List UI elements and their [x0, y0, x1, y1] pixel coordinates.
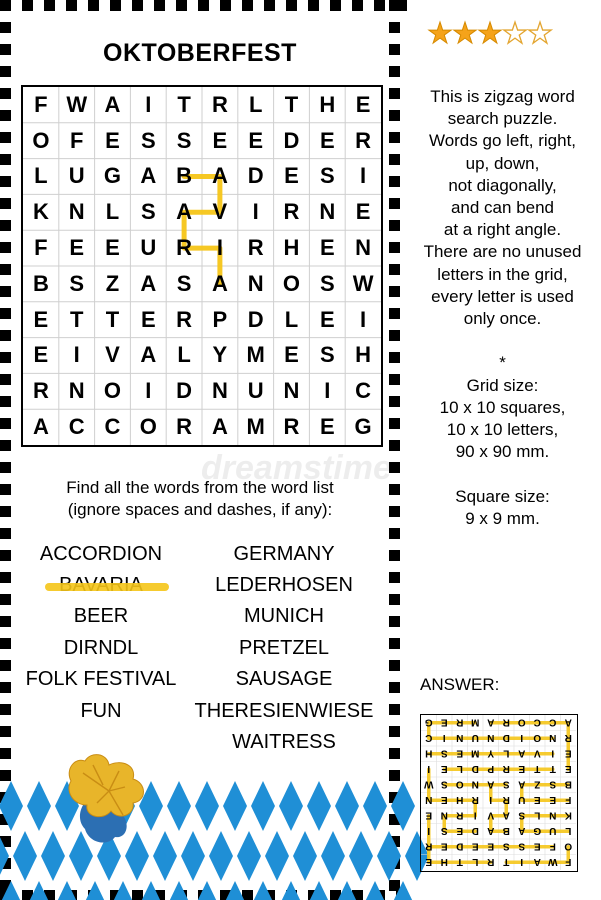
answer-letter: A	[533, 855, 541, 867]
grid-cell: E	[105, 235, 120, 261]
rules-line: and can bend	[450, 198, 555, 218]
answer-letter: R	[564, 731, 572, 743]
answer-letter: R	[502, 793, 510, 805]
word-sausage: SAUSAGE	[235, 668, 333, 690]
grid-cell: I	[73, 342, 80, 368]
answer-letter: E	[533, 840, 541, 852]
grid-cell: G	[103, 163, 122, 189]
word-beer: BEER	[73, 605, 129, 627]
answer-letter: O	[564, 840, 573, 852]
word-germany: GERMANY	[233, 543, 335, 565]
rules-line: only once.	[463, 309, 542, 329]
rules-line: search puzzle.	[447, 109, 558, 129]
grid-cell: R	[283, 414, 300, 440]
answer-letter: I	[427, 824, 431, 836]
answer-letter: O	[533, 731, 542, 743]
answer-letter: L	[472, 855, 479, 867]
rules-line: 90 x 90 mm.	[455, 442, 550, 462]
answer-letter: S	[440, 824, 448, 836]
answer-letter: W	[548, 855, 558, 867]
rules-line: Words go left, right,	[428, 131, 577, 151]
rules-line: up, down,	[465, 153, 540, 173]
answer-letter: G	[424, 716, 433, 728]
answer-letter: A	[518, 824, 526, 836]
answer-letter: T	[503, 855, 510, 867]
answer-label: ANSWER:	[420, 675, 500, 694]
answer-letter: R	[502, 762, 510, 774]
grid-cell: D	[176, 378, 193, 404]
answer-letter: E	[440, 840, 448, 852]
difficulty-rating	[427, 16, 552, 51]
answer-letter: A	[518, 747, 526, 759]
grid-cell: R	[176, 306, 193, 332]
grid-cell: N	[68, 378, 85, 404]
answer-letter: N	[487, 731, 495, 743]
autumn-leaf-icon	[63, 751, 153, 851]
grid-cell: N	[247, 270, 264, 296]
star-filled-icon: ★	[477, 18, 502, 50]
rules-spacer	[405, 330, 600, 352]
grid-cell: N	[211, 378, 228, 404]
grid-cell: F	[34, 91, 48, 117]
grid-cell: S	[176, 127, 192, 153]
answer-letter: R	[502, 716, 510, 728]
answer-letter: A	[487, 716, 495, 728]
answer-letter: U	[518, 793, 526, 805]
grid-cell: U	[140, 235, 157, 261]
grid-cell: A	[140, 270, 157, 296]
rules-line: 9 x 9 mm.	[465, 508, 540, 528]
answer-letter: H	[440, 855, 448, 867]
word-theresienwiese: THERESIENWIESE	[194, 700, 374, 722]
answer-letter: L	[503, 747, 510, 759]
grid-cell: O	[32, 127, 50, 153]
word-fun: FUN	[80, 700, 122, 722]
grid-cell: N	[319, 199, 336, 225]
answer-letter: D	[471, 824, 479, 836]
grid-cell: S	[319, 342, 335, 368]
grid-cell: E	[105, 127, 120, 153]
word-folk-festival: FOLK FESTIVAL	[25, 668, 177, 690]
rules-line: This is zigzag word	[430, 87, 575, 106]
answer-letter: A	[502, 809, 510, 821]
answer-letter: I	[520, 855, 524, 867]
grid-cell: D	[247, 306, 264, 332]
grid-cell: A	[211, 270, 228, 296]
answer-letter: E	[456, 824, 464, 836]
answer-letter: E	[533, 793, 541, 805]
grid-cell: G	[354, 414, 372, 440]
grid-cell: E	[33, 306, 49, 332]
grid-cell: T	[69, 306, 84, 332]
answer-letter: A	[564, 716, 572, 728]
answer-letter: E	[456, 747, 464, 759]
answer-letter: O	[455, 778, 464, 790]
rules-text	[405, 86, 600, 530]
grid-cell: L	[105, 199, 120, 225]
answer-letter: I	[427, 762, 431, 774]
grid-cell: D	[283, 127, 300, 153]
answer-letter: E	[471, 840, 479, 852]
answer-letter: V	[533, 747, 541, 759]
grid-cell: N	[68, 199, 85, 225]
answer-letter: L	[534, 809, 541, 821]
answer-letter: W	[424, 778, 434, 790]
grid-cell: A	[176, 199, 193, 225]
grid-cell: H	[355, 342, 372, 368]
puzzle-panel	[11, 11, 392, 890]
grid-cell: S	[319, 163, 335, 189]
grid-cell: E	[319, 127, 335, 153]
grid-cell: S	[140, 199, 156, 225]
answer-letter: S	[518, 809, 526, 821]
rules-line: at a right angle.	[443, 220, 562, 240]
grid-cell: U	[247, 378, 264, 404]
answer-letter: E	[440, 793, 448, 805]
answer-letter: A	[518, 778, 526, 790]
grid-cell: R	[355, 127, 372, 153]
grid-cell: I	[360, 163, 367, 189]
grid-cell: A	[32, 414, 49, 440]
instructions-line-1: Find all the words from the word list	[66, 478, 334, 497]
answer-letter: Z	[534, 778, 541, 790]
answer-letter: F	[549, 840, 556, 852]
answer-letter: B	[502, 824, 510, 836]
answer-letter: P	[487, 762, 495, 774]
answer-letter: S	[549, 778, 557, 790]
answer-letter: E	[518, 762, 526, 774]
grid-cell: I	[324, 378, 331, 404]
grid-cell: H	[319, 91, 336, 117]
grid-cell: C	[68, 414, 85, 440]
answer-grid	[421, 715, 576, 870]
grid-cell: L	[177, 342, 191, 368]
grid-cell: E	[212, 127, 228, 153]
found-word-strikethrough	[45, 583, 169, 591]
star-filled-icon: ★	[427, 18, 452, 50]
grid-cell: A	[140, 342, 157, 368]
word-accordion: ACCORDION	[39, 543, 163, 565]
answer-letter: C	[549, 716, 557, 728]
answer-letter: E	[440, 716, 448, 728]
grid-cell: E	[319, 414, 335, 440]
grid-cell: I	[252, 199, 259, 225]
answer-letter: F	[565, 793, 572, 805]
answer-letter: B	[564, 778, 572, 790]
grid-cell: L	[284, 306, 299, 332]
answer-letter: S	[440, 778, 448, 790]
answer-letter: T	[456, 855, 463, 867]
grid-cell: R	[176, 235, 193, 261]
grid-cell: C	[355, 378, 372, 404]
answer-letter: N	[440, 809, 448, 821]
answer-letter: K	[564, 809, 572, 821]
answer-letter: E	[425, 809, 433, 821]
answer-letter: R	[456, 716, 464, 728]
grid-cell: O	[103, 378, 122, 404]
answer-letter: N	[456, 731, 464, 743]
grid-cell: T	[284, 91, 299, 117]
grid-cell: I	[216, 235, 223, 261]
word-waitress: WAITRESS	[232, 731, 336, 753]
answer-letter: C	[533, 716, 541, 728]
answer-letter: N	[549, 809, 557, 821]
answer-letter: S	[502, 778, 510, 790]
rules-line: There are no unused	[423, 242, 582, 262]
grid-cell: L	[248, 91, 263, 117]
answer-letter: E	[564, 762, 572, 774]
grid-cell: I	[360, 306, 367, 332]
grid-cell: T	[177, 91, 191, 117]
answer-letter: I	[489, 793, 493, 805]
grid-cell: N	[355, 235, 372, 261]
answer-thumbnail	[420, 714, 578, 872]
grid-cell: E	[355, 91, 371, 117]
word-grid	[21, 85, 383, 447]
answer-letter: I	[473, 809, 477, 821]
grid-cell: A	[140, 163, 157, 189]
answer-letter: D	[502, 731, 510, 743]
answer-letter: V	[487, 809, 495, 821]
grid-cell: A	[211, 414, 228, 440]
grid-cell: B	[32, 270, 49, 296]
answer-letter: R	[425, 840, 433, 852]
answer-letter: D	[471, 762, 479, 774]
grid-cell: E	[284, 342, 299, 368]
word-lederhosen: LEDERHOSEN	[215, 574, 353, 596]
grid-cell: E	[248, 127, 264, 153]
grid-cell: E	[284, 163, 299, 189]
grid-cell: Y	[212, 342, 228, 368]
grid-cell: A	[211, 163, 228, 189]
grid-cell: W	[66, 91, 88, 117]
star-empty-icon: ★	[527, 18, 552, 50]
answer-letter: E	[487, 840, 495, 852]
grid-cell: S	[69, 270, 85, 296]
grid-cell: C	[104, 414, 121, 440]
answer-letter: N	[549, 731, 557, 743]
grid-cell: R	[32, 378, 49, 404]
grid-cell: F	[34, 235, 48, 261]
puzzle-title: OKTOBERFEST	[103, 39, 297, 67]
grid-cell: K	[32, 199, 49, 225]
grid-cell: S	[176, 270, 192, 296]
rules-spacer	[405, 463, 600, 485]
answer-letter: S	[440, 747, 448, 759]
grid-cell: M	[246, 342, 265, 368]
grid-cell: O	[282, 270, 301, 296]
answer-letter: M	[471, 747, 480, 759]
grid-cell: W	[352, 270, 374, 296]
instructions-line-2: (ignore spaces and dashes, if any):	[67, 500, 333, 519]
grid-cell: L	[34, 163, 48, 189]
grid-cell: T	[105, 306, 120, 332]
answer-letter: T	[534, 762, 541, 774]
answer-letter: N	[471, 778, 479, 790]
grid-cell: H	[283, 235, 300, 261]
answer-letter: I	[551, 747, 555, 759]
answer-letter: L	[456, 762, 463, 774]
grid-cell: V	[105, 342, 120, 368]
answer-letter: R	[487, 855, 495, 867]
grid-cell: B	[176, 163, 193, 189]
answer-letter: E	[564, 747, 572, 759]
rules-line: Grid size:	[466, 375, 539, 395]
grid-cell: R	[211, 91, 228, 117]
rules-separator: *	[499, 353, 506, 373]
instructions	[11, 477, 389, 521]
answer-letter: C	[425, 731, 433, 743]
word-dirndl: DIRNDL	[63, 637, 139, 659]
rules-line: every letter is used	[431, 286, 574, 306]
grid-cell: E	[355, 199, 371, 225]
answer-letter: L	[565, 824, 572, 836]
rules-line: not diagonally,	[448, 175, 557, 195]
answer-letter: M	[471, 716, 480, 728]
rules-line: letters in the grid,	[437, 264, 568, 284]
grid-cell: I	[145, 378, 152, 404]
answer-letter: H	[456, 793, 464, 805]
grid-cell: D	[247, 163, 264, 189]
grid-letters	[23, 87, 381, 445]
answer-letter: T	[549, 762, 556, 774]
answer-letter: Y	[487, 747, 495, 759]
answer-letter: F	[565, 855, 572, 867]
word-pretzel: PRETZEL	[238, 637, 330, 659]
grid-cell: S	[140, 127, 156, 153]
answer-letter: E	[425, 855, 433, 867]
answer-letter: S	[502, 840, 510, 852]
answer-letter: N	[425, 793, 433, 805]
grid-cell: R	[283, 199, 300, 225]
grid-cell: U	[68, 163, 85, 189]
grid-cell: E	[319, 306, 335, 332]
grid-cell: E	[140, 306, 156, 332]
answer-letter: G	[533, 824, 542, 836]
answer-letter: I	[442, 731, 446, 743]
answer-letter: H	[425, 747, 433, 759]
rules-line: 10 x 10 letters,	[446, 420, 559, 440]
grid-cell: E	[319, 235, 335, 261]
grid-cell: E	[69, 235, 85, 261]
grid-cell: Z	[105, 270, 120, 296]
grid-cell: A	[104, 91, 121, 117]
answer-letter: E	[440, 762, 448, 774]
watermark-text: dreamstime	[201, 449, 392, 487]
grid-cell: R	[176, 414, 193, 440]
answer-letter: A	[487, 778, 495, 790]
answer-letter: R	[456, 809, 464, 821]
answer-letter: O	[517, 716, 526, 728]
answer-letter: D	[456, 840, 464, 852]
star-filled-icon: ★	[452, 18, 477, 50]
answer-letter: I	[520, 731, 524, 743]
rules-line: 10 x 10 squares,	[439, 397, 566, 417]
rules-line: Square size:	[455, 486, 550, 506]
grid-cell: S	[319, 270, 335, 296]
grid-cell: I	[145, 91, 152, 117]
grid-cell: O	[139, 414, 157, 440]
answer-letter: U	[549, 824, 557, 836]
answer-letter: E	[549, 793, 557, 805]
answer-letter: R	[471, 793, 479, 805]
grid-cell: F	[69, 127, 84, 153]
grid-cell: V	[212, 199, 228, 225]
answer-letter: A	[487, 824, 495, 836]
grid-cell: P	[212, 306, 228, 332]
grid-cell: M	[246, 414, 265, 440]
answer-letter: S	[518, 840, 526, 852]
answer-letter: U	[471, 731, 479, 743]
grid-cell: R	[247, 235, 264, 261]
grid-cell: E	[33, 342, 49, 368]
star-empty-icon: ★	[502, 18, 527, 50]
grid-cell: N	[283, 378, 300, 404]
word-munich: MUNICH	[244, 605, 324, 627]
